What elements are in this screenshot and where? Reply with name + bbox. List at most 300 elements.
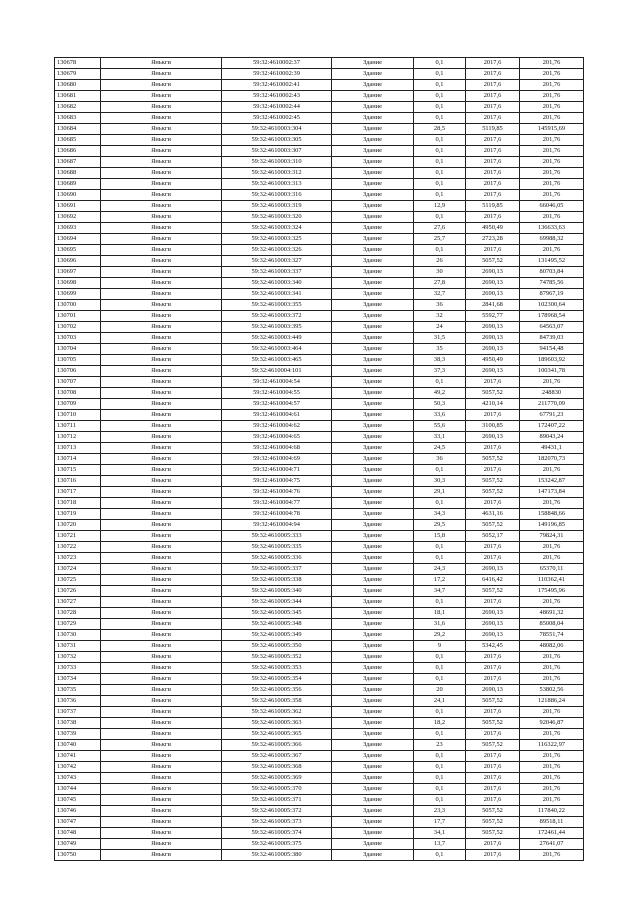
object-type-cell: Здание — [332, 179, 414, 190]
cadastral-value-cell: 102300,64 — [520, 300, 584, 311]
specific-value-cell: 5057,52 — [466, 806, 520, 817]
region-cell: Янькги — [101, 498, 222, 509]
row-number-cell: 130700 — [55, 300, 101, 311]
region-cell: Янькги — [101, 586, 222, 597]
object-type-cell: Здание — [332, 685, 414, 696]
specific-value-cell: 5057,52 — [466, 828, 520, 839]
table-row — [55, 850, 584, 861]
specific-value-cell: 2017,6 — [466, 212, 520, 223]
area-cell: 24,5 — [414, 443, 466, 454]
table-row — [55, 135, 584, 146]
cadastral-number-cell: 59:32:4610005:368 — [222, 762, 332, 773]
row-number-cell: 130737 — [55, 707, 101, 718]
object-type-cell: Здание — [332, 157, 414, 168]
cadastral-number-cell: 59:32:4610003:319 — [222, 201, 332, 212]
table-row — [55, 773, 584, 784]
table-row — [55, 80, 584, 91]
table-row — [55, 575, 584, 586]
cadastral-number-cell: 59:32:4610004:77 — [222, 498, 332, 509]
cadastral-value-cell: 67791,23 — [520, 410, 584, 421]
object-type-cell: Здание — [332, 410, 414, 421]
region-cell: Янькги — [101, 124, 222, 135]
area-cell: 27,6 — [414, 223, 466, 234]
row-number-cell: 130702 — [55, 322, 101, 333]
row-number-cell: 130740 — [55, 740, 101, 751]
cadastral-value-cell: 66046,05 — [520, 201, 584, 212]
area-cell: 0,1 — [414, 91, 466, 102]
row-number-cell: 130681 — [55, 91, 101, 102]
object-type-cell: Здание — [332, 498, 414, 509]
object-type-cell: Здание — [332, 718, 414, 729]
specific-value-cell: 2017,6 — [466, 135, 520, 146]
area-cell: 0,1 — [414, 707, 466, 718]
row-number-cell: 130705 — [55, 355, 101, 366]
row-number-cell: 130749 — [55, 839, 101, 850]
object-type-cell: Здание — [332, 234, 414, 245]
object-type-cell: Здание — [332, 333, 414, 344]
area-cell: 32 — [414, 311, 466, 322]
specific-value-cell: 2690,13 — [466, 344, 520, 355]
cadastral-value-cell: 201,76 — [520, 377, 584, 388]
specific-value-cell: 2690,13 — [466, 366, 520, 377]
cadastral-number-cell: 59:32:4610005:349 — [222, 630, 332, 641]
table-row — [55, 278, 584, 289]
region-cell: Янькги — [101, 674, 222, 685]
table-row — [55, 289, 584, 300]
cadastral-number-cell: 59:32:4610004:65 — [222, 432, 332, 443]
specific-value-cell: 2690,13 — [466, 289, 520, 300]
specific-value-cell: 5057,52 — [466, 256, 520, 267]
cadastral-value-cell: 149196,85 — [520, 520, 584, 531]
cadastral-value-cell: 87967,19 — [520, 289, 584, 300]
object-type-cell: Здание — [332, 509, 414, 520]
row-number-cell: 130719 — [55, 509, 101, 520]
cadastral-value-cell: 201,76 — [520, 498, 584, 509]
cadastral-value-cell: 201,76 — [520, 663, 584, 674]
cadastral-number-cell: 59:32:4610002:45 — [222, 113, 332, 124]
cadastral-number-cell: 59:32:4610005:340 — [222, 586, 332, 597]
object-type-cell: Здание — [332, 663, 414, 674]
table-row — [55, 718, 584, 729]
object-type-cell: Здание — [332, 421, 414, 432]
row-number-cell: 130701 — [55, 311, 101, 322]
region-cell: Янькги — [101, 465, 222, 476]
cadastral-number-cell: 59:32:4610003:464 — [222, 344, 332, 355]
specific-value-cell: 5057,52 — [466, 388, 520, 399]
object-type-cell: Здание — [332, 91, 414, 102]
cadastral-number-cell: 59:32:4610002:43 — [222, 91, 332, 102]
specific-value-cell: 2017,6 — [466, 773, 520, 784]
cadastral-value-cell: 201,76 — [520, 597, 584, 608]
table-row — [55, 388, 584, 399]
cadastral-number-cell: 59:32:4610003:307 — [222, 146, 332, 157]
specific-value-cell: 5057,52 — [466, 520, 520, 531]
cadastral-value-cell: 145915,69 — [520, 124, 584, 135]
cadastral-number-cell: 59:32:4610003:337 — [222, 267, 332, 278]
table-row — [55, 366, 584, 377]
row-number-cell: 130720 — [55, 520, 101, 531]
table-row — [55, 542, 584, 553]
row-number-cell: 130680 — [55, 80, 101, 91]
cadastral-number-cell: 59:32:4610003:310 — [222, 157, 332, 168]
cadastral-value-cell: 201,76 — [520, 80, 584, 91]
specific-value-cell: 5057,52 — [466, 487, 520, 498]
row-number-cell: 130742 — [55, 762, 101, 773]
table-row — [55, 817, 584, 828]
area-cell: 0,1 — [414, 553, 466, 564]
row-number-cell: 130724 — [55, 564, 101, 575]
specific-value-cell: 2017,6 — [466, 795, 520, 806]
cadastral-number-cell: 59:32:4610003:312 — [222, 168, 332, 179]
region-cell: Янькги — [101, 817, 222, 828]
cadastral-value-cell: 85008,04 — [520, 619, 584, 630]
specific-value-cell: 2017,6 — [466, 729, 520, 740]
region-cell: Янькги — [101, 388, 222, 399]
cadastral-number-cell: 59:32:4610002:41 — [222, 80, 332, 91]
specific-value-cell: 2690,13 — [466, 630, 520, 641]
region-cell: Янькги — [101, 751, 222, 762]
area-cell: 28,5 — [414, 124, 466, 135]
specific-value-cell: 2690,13 — [466, 608, 520, 619]
table-row — [55, 828, 584, 839]
table-row — [55, 311, 584, 322]
region-cell: Янькги — [101, 344, 222, 355]
table-row — [55, 520, 584, 531]
cadastral-number-cell: 59:32:4610005:354 — [222, 674, 332, 685]
region-cell: Янькги — [101, 696, 222, 707]
specific-value-cell: 5057,52 — [466, 696, 520, 707]
cadastral-number-cell: 59:32:4610003:395 — [222, 322, 332, 333]
area-cell: 0,1 — [414, 542, 466, 553]
specific-value-cell: 3100,85 — [466, 421, 520, 432]
area-cell: 27,8 — [414, 278, 466, 289]
region-cell: Янькги — [101, 850, 222, 861]
cadastral-value-cell: 201,76 — [520, 542, 584, 553]
object-type-cell: Здание — [332, 58, 414, 69]
cadastral-number-cell: 59:32:4610004:57 — [222, 399, 332, 410]
specific-value-cell: 2017,6 — [466, 157, 520, 168]
object-type-cell: Здание — [332, 113, 414, 124]
object-type-cell: Здание — [332, 146, 414, 157]
specific-value-cell: 2017,6 — [466, 674, 520, 685]
table-row — [55, 256, 584, 267]
specific-value-cell: 2017,6 — [466, 58, 520, 69]
row-number-cell: 130726 — [55, 586, 101, 597]
cadastral-value-cell: 201,76 — [520, 212, 584, 223]
region-cell: Янькги — [101, 289, 222, 300]
object-type-cell: Здание — [332, 245, 414, 256]
object-type-cell: Здание — [332, 190, 414, 201]
area-cell: 33,6 — [414, 410, 466, 421]
object-type-cell: Здание — [332, 553, 414, 564]
object-type-cell: Здание — [332, 135, 414, 146]
cadastral-value-cell: 189603,92 — [520, 355, 584, 366]
object-type-cell: Здание — [332, 124, 414, 135]
cadastral-number-cell: 59:32:4610005:352 — [222, 652, 332, 663]
cadastral-value-cell: 201,76 — [520, 674, 584, 685]
object-type-cell: Здание — [332, 597, 414, 608]
specific-value-cell: 2017,6 — [466, 190, 520, 201]
row-number-cell: 130684 — [55, 124, 101, 135]
cadastral-number-cell: 59:32:4610005:375 — [222, 839, 332, 850]
row-number-cell: 130713 — [55, 443, 101, 454]
area-cell: 0,1 — [414, 190, 466, 201]
area-cell: 32,7 — [414, 289, 466, 300]
cadastral-value-cell: 74785,56 — [520, 278, 584, 289]
cadastral-value-cell: 201,76 — [520, 762, 584, 773]
row-number-cell: 130698 — [55, 278, 101, 289]
table-row — [55, 190, 584, 201]
cadastral-value-cell: 201,76 — [520, 58, 584, 69]
row-number-cell: 130695 — [55, 245, 101, 256]
region-cell: Янькги — [101, 487, 222, 498]
object-type-cell: Здание — [332, 168, 414, 179]
table-row — [55, 58, 584, 69]
cadastral-value-cell: 201,76 — [520, 751, 584, 762]
cadastral-value-cell: 201,76 — [520, 553, 584, 564]
table-row — [55, 597, 584, 608]
area-cell: 0,1 — [414, 795, 466, 806]
cadastral-number-cell: 59:32:4610003:313 — [222, 179, 332, 190]
object-type-cell: Здание — [332, 586, 414, 597]
row-number-cell: 130735 — [55, 685, 101, 696]
area-cell: 23,3 — [414, 806, 466, 817]
area-cell: 31,6 — [414, 619, 466, 630]
region-cell: Янькги — [101, 718, 222, 729]
region-cell: Янькги — [101, 58, 222, 69]
object-type-cell: Здание — [332, 707, 414, 718]
area-cell: 0,1 — [414, 663, 466, 674]
area-cell: 18,1 — [414, 608, 466, 619]
row-number-cell: 130688 — [55, 168, 101, 179]
row-number-cell: 130746 — [55, 806, 101, 817]
region-cell: Янькги — [101, 190, 222, 201]
table-row — [55, 69, 584, 80]
region-cell: Янькги — [101, 795, 222, 806]
cadastral-number-cell: 59:32:4610005:365 — [222, 729, 332, 740]
cadastral-value-cell: 172407,22 — [520, 421, 584, 432]
area-cell: 49,2 — [414, 388, 466, 399]
cadastral-value-cell: 131495,52 — [520, 256, 584, 267]
object-type-cell: Здание — [332, 542, 414, 553]
cadastral-value-cell: 201,76 — [520, 795, 584, 806]
cadastral-value-cell: 201,76 — [520, 179, 584, 190]
table-row — [55, 454, 584, 465]
region-cell: Янькги — [101, 245, 222, 256]
table-row — [55, 421, 584, 432]
cadastral-value-table — [54, 57, 584, 861]
object-type-cell: Здание — [332, 839, 414, 850]
table-row — [55, 784, 584, 795]
object-type-cell: Здание — [332, 619, 414, 630]
cadastral-value-cell: 64563,07 — [520, 322, 584, 333]
cadastral-number-cell: 59:32:4610005:333 — [222, 531, 332, 542]
region-cell: Янькги — [101, 377, 222, 388]
row-number-cell: 130728 — [55, 608, 101, 619]
row-number-cell: 130687 — [55, 157, 101, 168]
region-cell: Янькги — [101, 113, 222, 124]
row-number-cell: 130731 — [55, 641, 101, 652]
table-row — [55, 641, 584, 652]
region-cell: Янькги — [101, 553, 222, 564]
cadastral-number-cell: 59:32:4610004:101 — [222, 366, 332, 377]
cadastral-number-cell: 59:32:4610003:465 — [222, 355, 332, 366]
table-row — [55, 806, 584, 817]
specific-value-cell: 2690,13 — [466, 432, 520, 443]
area-cell: 26 — [414, 256, 466, 267]
area-cell: 0,1 — [414, 80, 466, 91]
region-cell: Янькги — [101, 135, 222, 146]
specific-value-cell: 5119,85 — [466, 124, 520, 135]
table-row — [55, 157, 584, 168]
table-row — [55, 509, 584, 520]
specific-value-cell: 2017,6 — [466, 168, 520, 179]
object-type-cell: Здание — [332, 762, 414, 773]
object-type-cell: Здание — [332, 344, 414, 355]
specific-value-cell: 2017,6 — [466, 839, 520, 850]
cadastral-number-cell: 59:32:4610002:39 — [222, 69, 332, 80]
area-cell: 35 — [414, 344, 466, 355]
region-cell: Янькги — [101, 531, 222, 542]
table-row — [55, 762, 584, 773]
row-number-cell: 130682 — [55, 102, 101, 113]
cadastral-number-cell: 59:32:4610003:316 — [222, 190, 332, 201]
region-cell: Янькги — [101, 410, 222, 421]
specific-value-cell: 2017,6 — [466, 91, 520, 102]
row-number-cell: 130699 — [55, 289, 101, 300]
object-type-cell: Здание — [332, 630, 414, 641]
object-type-cell: Здание — [332, 564, 414, 575]
row-number-cell: 130723 — [55, 553, 101, 564]
table-row — [55, 91, 584, 102]
region-cell: Янькги — [101, 564, 222, 575]
region-cell: Янькги — [101, 652, 222, 663]
cadastral-number-cell: 59:32:4610005:353 — [222, 663, 332, 674]
cadastral-value-cell: 80703,84 — [520, 267, 584, 278]
cadastral-number-cell: 59:32:4610002:37 — [222, 58, 332, 69]
specific-value-cell: 2690,13 — [466, 564, 520, 575]
area-cell: 0,1 — [414, 245, 466, 256]
table-row — [55, 377, 584, 388]
cadastral-number-cell: 59:32:4610004:69 — [222, 454, 332, 465]
area-cell: 33,1 — [414, 432, 466, 443]
cadastral-value-cell: 201,76 — [520, 102, 584, 113]
area-cell: 24,1 — [414, 696, 466, 707]
row-number-cell: 130743 — [55, 773, 101, 784]
region-cell: Янькги — [101, 267, 222, 278]
region-cell: Янькги — [101, 685, 222, 696]
table-row — [55, 102, 584, 113]
region-cell: Янькги — [101, 575, 222, 586]
cadastral-value-cell: 49431,1 — [520, 443, 584, 454]
specific-value-cell: 2017,6 — [466, 707, 520, 718]
row-number-cell: 130708 — [55, 388, 101, 399]
row-number-cell: 130685 — [55, 135, 101, 146]
object-type-cell: Здание — [332, 652, 414, 663]
object-type-cell: Здание — [332, 80, 414, 91]
cadastral-value-cell: 201,76 — [520, 465, 584, 476]
specific-value-cell: 2017,6 — [466, 443, 520, 454]
area-cell: 0,1 — [414, 597, 466, 608]
table-row — [55, 124, 584, 135]
area-cell: 0,1 — [414, 729, 466, 740]
specific-value-cell: 2017,6 — [466, 179, 520, 190]
region-cell: Янькги — [101, 168, 222, 179]
row-number-cell: 130718 — [55, 498, 101, 509]
area-cell: 34,1 — [414, 828, 466, 839]
region-cell: Янькги — [101, 762, 222, 773]
region-cell: Янькги — [101, 300, 222, 311]
specific-value-cell: 2690,13 — [466, 278, 520, 289]
specific-value-cell: 5057,52 — [466, 476, 520, 487]
specific-value-cell: 5592,77 — [466, 311, 520, 322]
region-cell: Янькги — [101, 806, 222, 817]
cadastral-number-cell: 59:32:4610005:374 — [222, 828, 332, 839]
row-number-cell: 130725 — [55, 575, 101, 586]
table-row — [55, 234, 584, 245]
area-cell: 31,5 — [414, 333, 466, 344]
object-type-cell: Здание — [332, 476, 414, 487]
cadastral-number-cell: 59:32:4610004:94 — [222, 520, 332, 531]
table-row — [55, 465, 584, 476]
table-row — [55, 300, 584, 311]
table-row — [55, 630, 584, 641]
object-type-cell: Здание — [332, 465, 414, 476]
region-cell: Янькги — [101, 80, 222, 91]
table-row — [55, 146, 584, 157]
cadastral-value-cell: 147173,84 — [520, 487, 584, 498]
cadastral-number-cell: 59:32:4610003:326 — [222, 245, 332, 256]
table-row — [55, 179, 584, 190]
cadastral-value-cell: 172461,44 — [520, 828, 584, 839]
object-type-cell: Здание — [332, 520, 414, 531]
row-number-cell: 130717 — [55, 487, 101, 498]
region-cell: Янькги — [101, 91, 222, 102]
region-cell: Янькги — [101, 212, 222, 223]
area-cell: 36 — [414, 300, 466, 311]
row-number-cell: 130732 — [55, 652, 101, 663]
cadastral-value-cell: 53802,56 — [520, 685, 584, 696]
area-cell: 30 — [414, 267, 466, 278]
specific-value-cell: 2017,6 — [466, 762, 520, 773]
region-cell: Янькги — [101, 421, 222, 432]
specific-value-cell: 2841,68 — [466, 300, 520, 311]
region-cell: Янькги — [101, 630, 222, 641]
cadastral-value-cell: 89043,24 — [520, 432, 584, 443]
table-row — [55, 729, 584, 740]
region-cell: Янькги — [101, 641, 222, 652]
region-cell: Янькги — [101, 509, 222, 520]
cadastral-number-cell: 59:32:4610005:366 — [222, 740, 332, 751]
area-cell: 0,1 — [414, 762, 466, 773]
cadastral-value-cell: 201,76 — [520, 773, 584, 784]
specific-value-cell: 4210,14 — [466, 399, 520, 410]
area-cell: 29,2 — [414, 630, 466, 641]
cadastral-number-cell: 59:32:4610003:320 — [222, 212, 332, 223]
region-cell: Янькги — [101, 542, 222, 553]
table-row — [55, 696, 584, 707]
row-number-cell: 130714 — [55, 454, 101, 465]
specific-value-cell: 5057,52 — [466, 740, 520, 751]
row-number-cell: 130729 — [55, 619, 101, 630]
region-cell: Янькги — [101, 663, 222, 674]
region-cell: Янькги — [101, 69, 222, 80]
object-type-cell: Здание — [332, 223, 414, 234]
object-type-cell: Здание — [332, 300, 414, 311]
object-type-cell: Здание — [332, 575, 414, 586]
table-row — [55, 410, 584, 421]
region-cell: Янькги — [101, 157, 222, 168]
